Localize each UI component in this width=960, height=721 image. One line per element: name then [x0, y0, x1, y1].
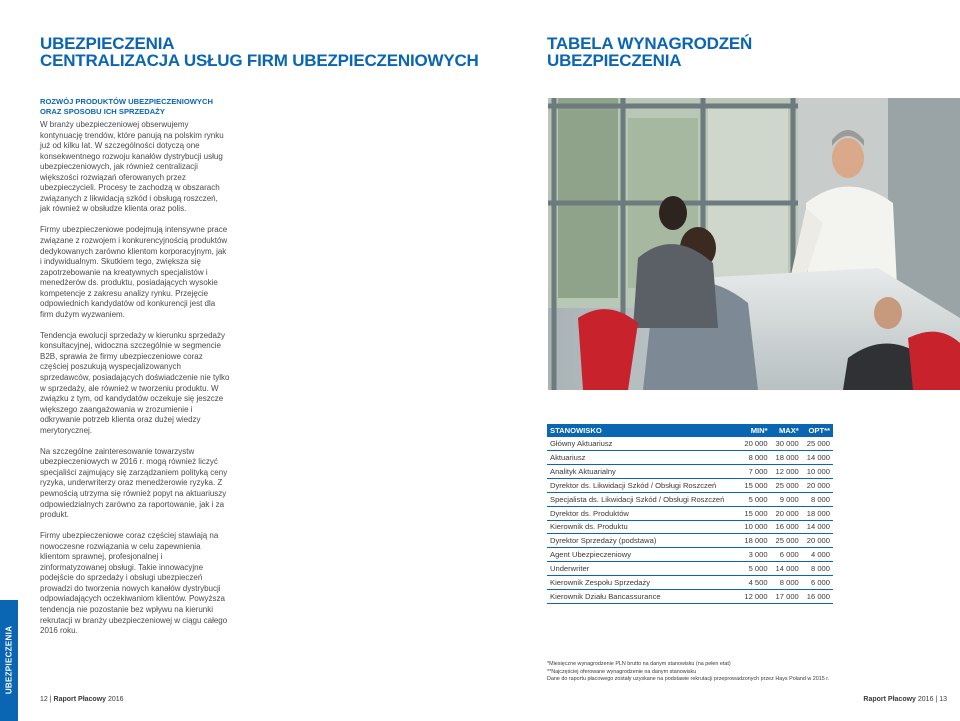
cell-min: 10 000 — [739, 520, 770, 534]
office-meeting-photo — [548, 98, 960, 390]
cell-position: Kierownik Działu Bancassurance — [547, 589, 739, 603]
cell-position: Dyrektor ds. Likwidacji Szkód / Obsługi Roszczeń — [547, 479, 739, 493]
publication-year: 2016 — [917, 696, 934, 703]
publication-title: Raport Płacowy — [863, 696, 916, 703]
table-header-row — [547, 424, 833, 437]
cell-position: Główny Aktuariusz — [547, 437, 739, 451]
cell-opt: 20 000 — [802, 534, 833, 548]
cell-position: Kierownik ds. Produktu — [547, 520, 739, 534]
cell-max: 8 000 — [771, 575, 802, 589]
left-page-heading — [40, 35, 520, 69]
cell-min: 7 000 — [739, 465, 770, 479]
article-paragraph: Firmy ubezpieczeniowe coraz częściej stawiają na nowoczesne rozwiązania w celu zapewnienia klientom sprawnej, profesjonalnej i zinformatyzowanej obsługi. Takie innowacyjne podejście do sprzedaży i obsługi ubezpieczeń prowadzi do tworzenia nowych kanałów dystrybucji odpowiadających oczekiwaniom klientów. Powyższa tendencja nie pozostanie bez wpływu na kierunki rekrutacji w branży ubezpieczeniowej w ciągu całego 2016 roku. — [40, 531, 228, 636]
cell-min: 8 000 — [739, 451, 770, 465]
cell-min: 5 000 — [739, 562, 770, 576]
cell-opt: 25 000 — [802, 437, 833, 451]
article-subheading: ROZWÓJ PRODUKTÓW UBEZPIECZENIOWYCH ORAZ SPOSOBU ICH SPRZEDAŻY — [40, 97, 213, 116]
cell-max: 9 000 — [771, 492, 802, 506]
article-column — [40, 97, 230, 647]
cell-opt: 14 000 — [802, 451, 833, 465]
footnote: Dane do raportu płacowego zostały uzyskane na podstawie rekrutacji przeprowadzonych przez Hays Poland w 2015 r. — [547, 676, 830, 683]
page-number: 13 — [939, 696, 947, 703]
table-row — [547, 548, 833, 562]
right-page-heading — [547, 35, 947, 69]
table-row — [547, 575, 833, 589]
table-row — [547, 589, 833, 603]
footnote: **Najczęściej oferowane wynagrodzenie na danym stanowisku — [547, 668, 697, 675]
salary-table — [547, 424, 833, 604]
table-row — [547, 534, 833, 548]
cell-max: 6 000 — [771, 548, 802, 562]
cell-opt: 18 000 — [802, 506, 833, 520]
office-meeting-illustration — [548, 98, 960, 390]
page-number: 12 — [40, 696, 48, 703]
cell-opt: 16 000 — [802, 589, 833, 603]
cell-min: 4 500 — [739, 575, 770, 589]
cell-max: 30 000 — [771, 437, 802, 451]
cell-position: Aktuariusz — [547, 451, 739, 465]
column-header-opt: OPT** — [802, 424, 833, 437]
column-header-min: MIN* — [739, 424, 770, 437]
footer-separator: | — [49, 696, 52, 703]
cell-max: 14 000 — [771, 562, 802, 576]
table-row — [547, 520, 833, 534]
cell-max: 20 000 — [771, 506, 802, 520]
table-row — [547, 562, 833, 576]
table-row — [547, 492, 833, 506]
cell-min: 15 000 — [739, 506, 770, 520]
right-page-footer — [863, 696, 947, 703]
article-paragraph: W branży ubezpieczeniowej obserwujemy kontynuację trendów, które panują na polskim rynku już od kilku lat. W szczególności dotyczą one konsekwentnego rozwoju kanałów dystrybucji usług ubezpieczeniowych, jak również centralizacji większości rozwiązań oferowanych przez ubezpieczycieli. Procesy te zachodzą w obszarach związanych z likwidacją szkód i obsługą roszczeń, jak również w obsłudze klienta oraz polis. — [40, 120, 224, 214]
cell-opt: 8 000 — [802, 492, 833, 506]
cell-max: 18 000 — [771, 451, 802, 465]
column-header-position: STANOWISKO — [547, 424, 739, 437]
cell-opt: 8 000 — [802, 562, 833, 576]
article-paragraph: Firmy ubezpieczeniowe podejmują intensywne prace związane z rozwojem i konkurencyjnością produktów dedykowanych zarówno klientom korporacyjnym, jak i indywidualnym. Skutkiem tego, zwiększa się zapotrzebowanie na kreatywnych specjalistów i menedżerów ds. produktu, posiadających wysokie kompetencje z zakresu analizy rynku. Przejęcie odpowiednich kandydatów od konkurencji jest dla firm dużym wyzwaniem. — [40, 225, 228, 319]
cell-min: 5 000 — [739, 492, 770, 506]
publication-year: 2016 — [108, 696, 124, 703]
section-side-tab-label: UBEZPIECZENIA — [4, 625, 14, 695]
cell-position: Kierownik Zespołu Sprzedaży — [547, 575, 739, 589]
cell-position: Dyrektor ds. Produktów — [547, 506, 739, 520]
cell-min: 18 000 — [739, 534, 770, 548]
cell-max: 25 000 — [771, 479, 802, 493]
table-row — [547, 479, 833, 493]
cell-min: 12 000 — [739, 589, 770, 603]
cell-min: 3 000 — [739, 548, 770, 562]
cell-max: 12 000 — [771, 465, 802, 479]
cell-opt: 20 000 — [802, 479, 833, 493]
cell-max: 16 000 — [771, 520, 802, 534]
cell-opt: 14 000 — [802, 520, 833, 534]
column-header-max: MAX* — [771, 424, 802, 437]
table-row — [547, 437, 833, 451]
left-heading-line1: UBEZPIECZENIA — [40, 34, 175, 53]
left-heading-line2: CENTRALIZACJA USŁUG FIRM UBEZPIECZENIOWYCH — [40, 51, 479, 70]
left-page-footer — [40, 696, 124, 703]
cell-position: Underwriter — [547, 562, 739, 576]
cell-position: Specjalista ds. Likwidacji Szkód / Obsługi Roszczeń — [547, 492, 739, 506]
cell-max: 17 000 — [771, 589, 802, 603]
article-paragraph: Na szczególne zainteresowanie towarzystw ubezpieczeniowych w 2016 r. mogą również liczyć specjaliści zajmujący się zarządzaniem polityką ceny ryzyka, underwriterzy oraz menedżerowie ryzyka. Z pewnością utrzyma się również popyt na aktuariuszy odpowiedzialnych zarówno za raportowanie, jak i za produkt. — [40, 446, 228, 520]
footer-separator: | — [935, 696, 938, 703]
cell-opt: 6 000 — [802, 575, 833, 589]
cell-opt: 10 000 — [802, 465, 833, 479]
cell-opt: 4 000 — [802, 548, 833, 562]
table-row — [547, 451, 833, 465]
table-row — [547, 506, 833, 520]
cell-position: Dyrektor Sprzedaży (podstawa) — [547, 534, 739, 548]
cell-position: Analityk Aktuarialny — [547, 465, 739, 479]
cell-max: 25 000 — [771, 534, 802, 548]
footnote: *Miesięczne wynagrodzenie PLN brutto na danym stanowisku (na pełen etat) — [547, 661, 731, 667]
right-heading-line2: UBEZPIECZENIA — [547, 51, 682, 70]
right-heading-line1: TABELA WYNAGRODZEŃ — [547, 34, 753, 53]
table-row — [547, 465, 833, 479]
table-footnotes — [547, 661, 877, 684]
publication-title: Raport Płacowy — [53, 696, 107, 703]
cell-position: Agent Ubezpieczeniowy — [547, 548, 739, 562]
cell-min: 15 000 — [739, 479, 770, 493]
cell-min: 20 000 — [739, 437, 770, 451]
article-paragraph: Tendencja ewolucji sprzedaży w kierunku sprzedaży konsultacyjnej, widoczna szczególnie w segmencie B2B, sprawia że firmy ubezpieczeniowe coraz częściej poszukują wyspecjalizowanych sprzedawców, posiadających doświadczenie nie tylko w sprzedaży, ale również w tworzeniu produktu. W związku z tym, od kandydatów oczekuje się jeszcze większego zaangażowania w zrozumienie i odkrywanie potrzeb klienta oraz dużej wiedzy merytorycznej. — [40, 330, 230, 435]
